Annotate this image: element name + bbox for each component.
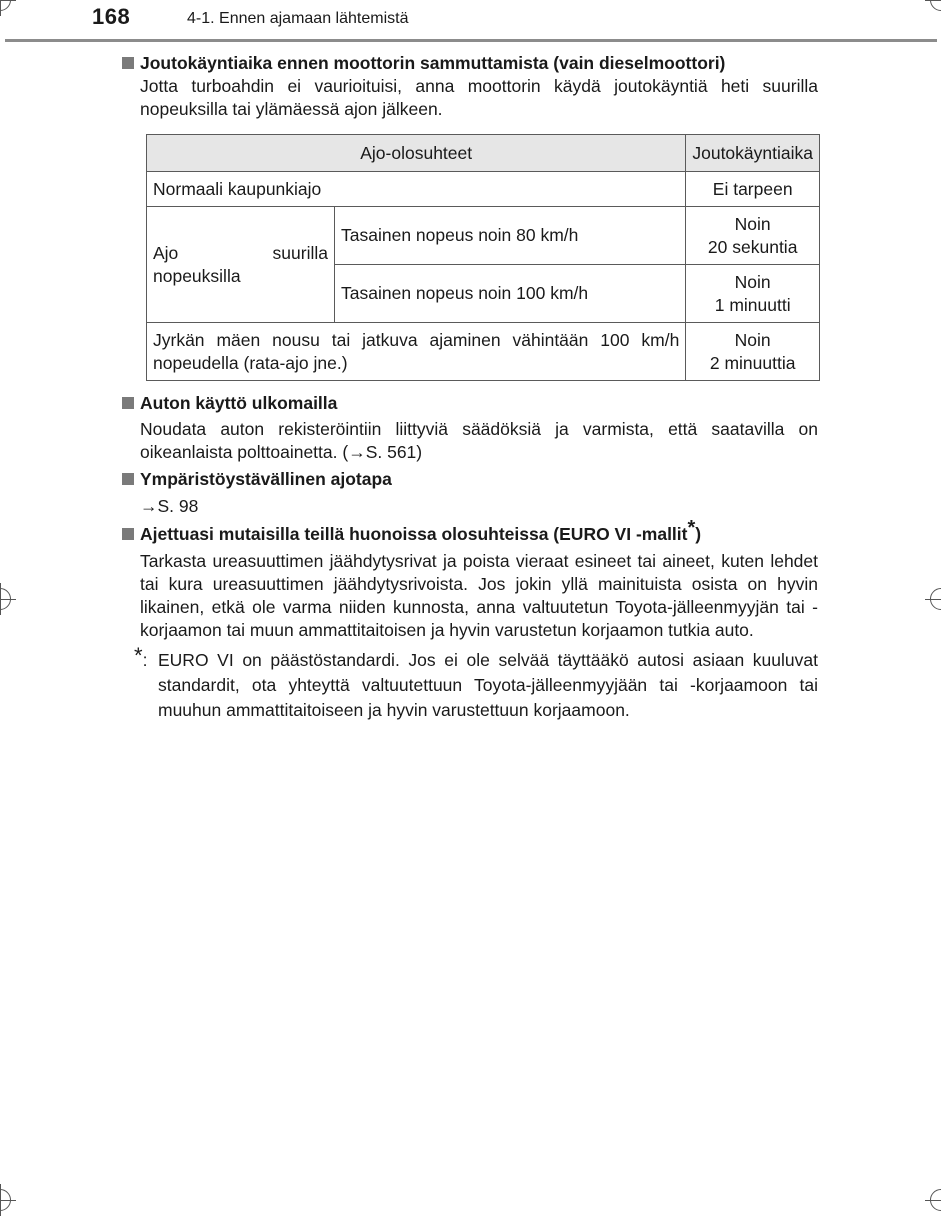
section-title: Auton käyttö ulkomailla bbox=[140, 393, 338, 413]
section-heading-idle-time bbox=[122, 52, 818, 75]
section-heading-eco-driving bbox=[122, 468, 818, 491]
table-cell-time: Ei tarpeen bbox=[686, 172, 820, 207]
section-body: Jotta turboahdin ei vaurioituisi, anna moottorin käydä joutokäyntiä heti suurilla nopeuksilla tai ylämäessä ajon jälkeen. bbox=[140, 76, 818, 119]
registration-mark-bottom-left bbox=[0, 1189, 11, 1211]
section-body: Tarkasta ureasuuttimen jäähdytysrivat ja poista vieraat esineet tai aineet, kuten lehdet tai kura ureasuuttimen jäähdytysrivoista. Jos jokin yllä mainituista osista on hyvin likainen, etkä ole varma niiden kunnosta, anna valtuutetun Toyota-jälleenmyyjän tai -korjaamon tai muun ammattitaitoisen ja hyvin varustetun korjaamon tutkia auto. bbox=[140, 551, 818, 640]
table-row bbox=[147, 323, 820, 381]
chapter-title: 4-1. Ennen ajamaan lähtemistä bbox=[187, 10, 409, 27]
section-title: Ympäristöystävällinen ajotapa bbox=[140, 469, 392, 489]
asterisk-mark: * bbox=[687, 517, 696, 539]
time-line: 2 minuuttia bbox=[709, 352, 796, 373]
page-content bbox=[122, 52, 818, 723]
registration-mark-bottom-right bbox=[930, 1189, 941, 1211]
table-row bbox=[147, 207, 820, 265]
table-row bbox=[147, 172, 820, 207]
bullet-square-icon bbox=[122, 57, 134, 69]
time-line: 1 minuutti bbox=[714, 294, 791, 315]
section-title: Joutokäyntiaika ennen moottorin sammuttamista (vain dieselmoottori) bbox=[140, 53, 726, 73]
table-cell-time bbox=[686, 323, 820, 381]
bullet-square-icon bbox=[122, 473, 134, 485]
time-line: 20 sekuntia bbox=[707, 236, 798, 257]
registration-mark-top-left bbox=[0, 0, 11, 11]
section-body: Noudata auton rekisteröintiin liittyviä säädöksiä ja varmista, että saatavilla on oikeanlaista polttoainetta. (→S. 561) bbox=[140, 419, 818, 462]
registration-mark-middle-left bbox=[0, 588, 11, 610]
section-title bbox=[140, 517, 702, 546]
section-title-end: ) bbox=[695, 524, 702, 544]
page-reference: →S. 98 bbox=[140, 496, 199, 516]
table-cell-time bbox=[686, 207, 820, 265]
time-line: Noin bbox=[734, 271, 771, 292]
footnote-marker bbox=[134, 643, 158, 723]
table-cell-subcondition: Tasainen nopeus noin 100 km/h bbox=[335, 265, 686, 323]
table-header-conditions: Ajo-olosuhteet bbox=[147, 135, 686, 172]
section-heading-muddy-roads bbox=[122, 517, 818, 546]
bullet-square-icon bbox=[122, 528, 134, 540]
footnote-text: EURO VI on päästöstandardi. Jos ei ole selvää täyttääkö autosi asiaan kuuluvat standardit, ota yhteyttä valtuutettuun Toyota-jälleenmyyjään tai -korjaamoon tai muuhun ammattitaitoiseen ja hyvin varustettuun korjaamoon. bbox=[158, 650, 818, 720]
section-heading-abroad bbox=[122, 392, 818, 415]
table-cell-time bbox=[686, 265, 820, 323]
page-number: 168 bbox=[92, 4, 131, 29]
time-line: Noin bbox=[734, 329, 771, 350]
footnote bbox=[134, 643, 818, 723]
table-cell-condition: Jyrkän mäen nousu tai jatkuva ajaminen vähintään 100 km/h nopeudella (rata-ajo jne.) bbox=[147, 323, 686, 381]
table-cell-condition: Ajo suurilla nopeuksilla bbox=[147, 207, 335, 323]
table-cell-subcondition: Tasainen nopeus noin 80 km/h bbox=[335, 207, 686, 265]
table-header-row bbox=[147, 135, 820, 172]
footnote-asterisk: * bbox=[134, 643, 143, 668]
section-title-text: Ajettuasi mutaisilla teillä huonoissa olosuhteissa (EURO VI -mallit bbox=[140, 524, 688, 544]
bullet-square-icon bbox=[122, 397, 134, 409]
idle-time-table bbox=[146, 134, 820, 381]
footnote-separator: : bbox=[142, 650, 148, 670]
table-header-idle-time: Joutokäyntiaika bbox=[686, 135, 820, 172]
time-line: Noin bbox=[734, 213, 771, 234]
registration-mark-middle-right bbox=[930, 588, 941, 610]
table-cell-condition: Normaali kaupunkiajo bbox=[147, 172, 686, 207]
header-rule bbox=[5, 39, 937, 42]
registration-mark-top-right bbox=[930, 0, 941, 11]
